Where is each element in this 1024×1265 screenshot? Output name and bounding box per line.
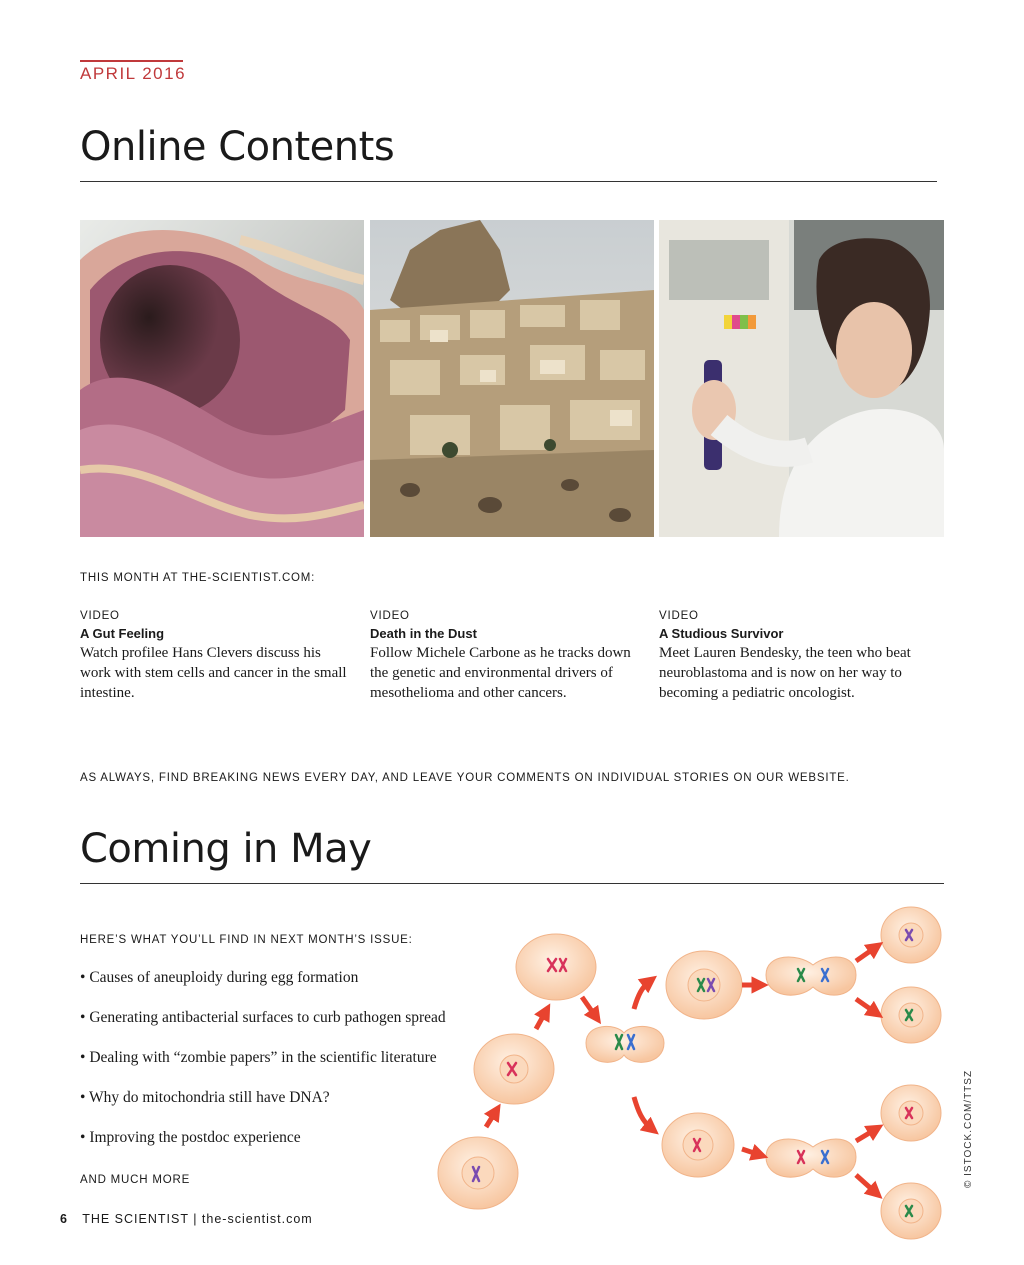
video-headline[interactable]: A Gut Feeling xyxy=(80,626,165,641)
online-contents-rule xyxy=(80,181,937,182)
lab-researcher-image[interactable] xyxy=(659,220,944,537)
issue-date-rule xyxy=(80,60,183,62)
cell-division-illustration xyxy=(436,905,956,1245)
video-description: Meet Lauren Bendesky, the teen who beat neuroblastoma and is now on her way to becoming a pediatric oncologist. xyxy=(659,645,911,701)
video-item-death-in-the-dust[interactable] xyxy=(370,610,645,703)
video-description: Watch profilee Hans Clevers discuss his work with stem cells and cancer in the small intestine. xyxy=(80,645,347,701)
list-item: • Causes of aneuploidy during egg formation xyxy=(80,966,480,1006)
video-item-gut-feeling[interactable] xyxy=(80,610,355,703)
and-much-more: AND MUCH MORE xyxy=(80,1174,191,1186)
page-footer xyxy=(60,1212,313,1226)
page-number: 6 xyxy=(60,1212,68,1226)
issue-date: APRIL 2016 xyxy=(80,64,187,83)
cappadocia-town-image[interactable] xyxy=(370,220,654,537)
coming-in-may-rule xyxy=(80,883,944,884)
list-item: • Dealing with “zombie papers” in the scientific literature xyxy=(80,1046,480,1086)
this-month-label: THIS MONTH AT THE-SCIENTIST.COM: xyxy=(80,572,316,584)
video-kind-label: VIDEO xyxy=(80,610,120,622)
video-headline[interactable]: Death in the Dust xyxy=(370,626,477,641)
online-contents-title: Online Contents xyxy=(80,124,395,170)
publication-name[interactable]: THE SCIENTIST | the-scientist.com xyxy=(82,1212,313,1226)
always-note: AS ALWAYS, FIND BREAKING NEWS EVERY DAY, AND LEAVE YOUR COMMENTS ON INDIVIDUAL STORIES ON OUR WEBSITE. xyxy=(80,772,850,784)
video-kind-label: VIDEO xyxy=(659,610,699,622)
coming-in-may-title: Coming in May xyxy=(80,826,372,872)
video-headline[interactable]: A Studious Survivor xyxy=(659,626,784,641)
next-issue-intro: HERE’S WHAT YOU’LL FIND IN NEXT MONTH’S ISSUE: xyxy=(80,934,413,946)
list-item: • Why do mitochondria still have DNA? xyxy=(80,1086,480,1126)
next-issue-list xyxy=(80,966,480,1166)
image-credit: © ISTOCK.COM/TTSZ xyxy=(963,1069,974,1188)
video-description: Follow Michele Carbone as he tracks down the genetic and environmental drivers of mesothelioma and other cancers. xyxy=(370,645,631,701)
video-item-studious-survivor[interactable] xyxy=(659,610,934,703)
list-item: • Improving the postdoc experience xyxy=(80,1126,480,1166)
list-item: • Generating antibacterial surfaces to curb pathogen spread xyxy=(80,1006,480,1046)
video-kind-label: VIDEO xyxy=(370,610,410,622)
gut-intestine-image[interactable] xyxy=(80,220,364,537)
